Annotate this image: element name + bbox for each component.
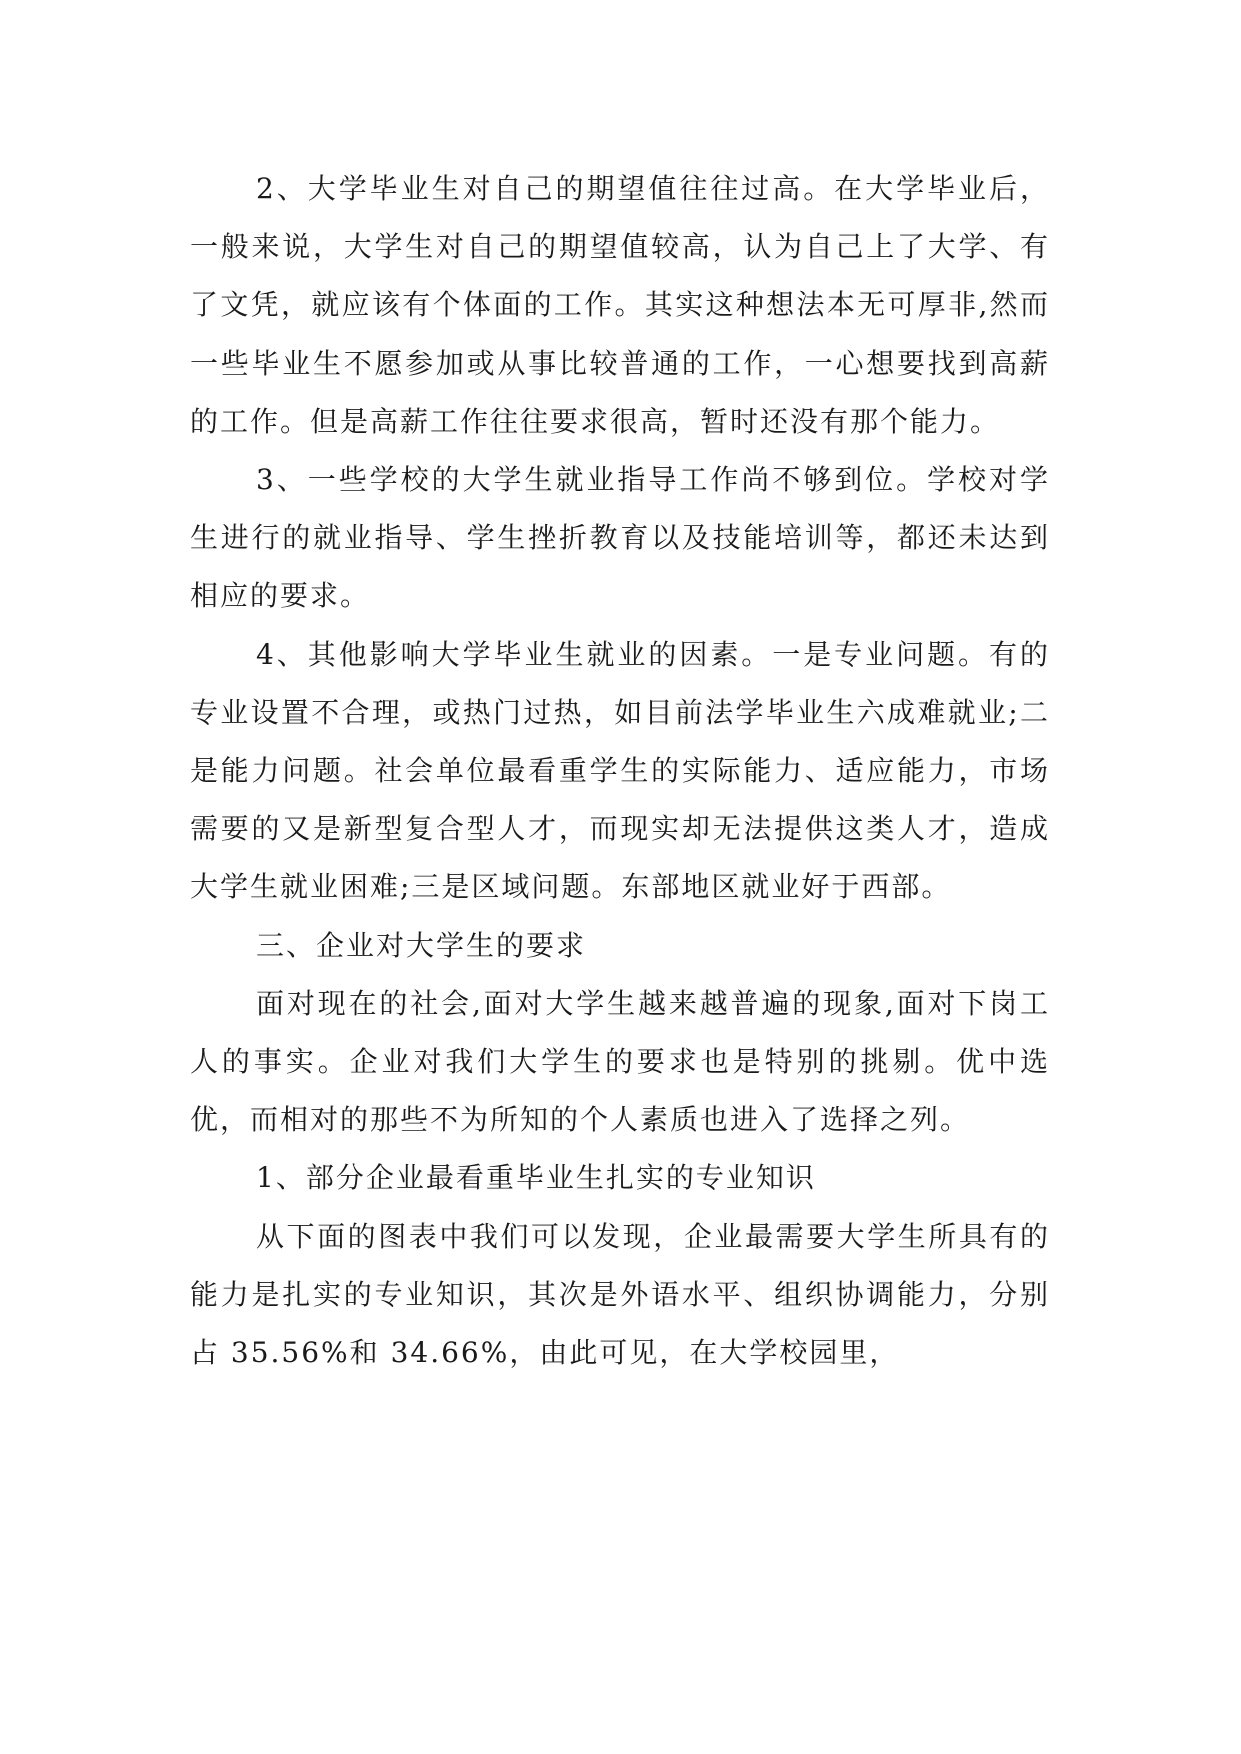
paragraph-reason-3: 3、一些学校的大学生就业指导工作尚不够到位。学校对学生进行的就业指导、学生挫折教育以及技能培训等，都还未达到相应的要求。 [190,463,1050,613]
paragraph-reason-4: 4、其他影响大学毕业生就业的因素。一是专业问题。有的专业设置不合理，或热门过热，如目前法学毕业生六成难就业;二是能力问题。社会单位最看重学生的实际能力、适应能力，市场需要的又是新型复合型人才，而现实却无法提供这类人才，造成大学生就业困难;三是区域问题。东部地区就业好于西部。 [190,637,1050,904]
paragraph-chart-findings: 从下面的图表中我们可以发现，企业最需要大学生所具有的能力是扎实的专业知识，其次是外语水平、组织协调能力，分别占 35.56%和 34.66%，由此可见，在大学校园里， [190,1219,1050,1370]
subheading-professional-knowledge: 1、部分企业最看重毕业生扎实的专业知识 [256,1161,816,1195]
paragraph-enterprise-requirements: 面对现在的社会,面对大学生越来越普遍的现象,面对下岗工人的事实。企业对我们大学生的要求也是特别的挑剔。优中选优，而相对的那些不为所知的个人素质也进入了选择之列。 [190,986,1050,1137]
section-heading-3: 三、企业对大学生的要求 [256,928,587,962]
paragraph-reason-2: 2、大学毕业生对自己的期望值往往过高。在大学毕业后，一般来说，大学生对自己的期望值较高，认为自己上了大学、有了文凭，就应该有个体面的工作。其实这种想法本无可厚非,然而一些毕业生不愿参加或从事比较普通的工作，一心想要找到高薪的工作。但是高薪工作往往要求很高，暂时还没有那个能力。 [190,172,1050,438]
document-body [190,160,1050,1382]
